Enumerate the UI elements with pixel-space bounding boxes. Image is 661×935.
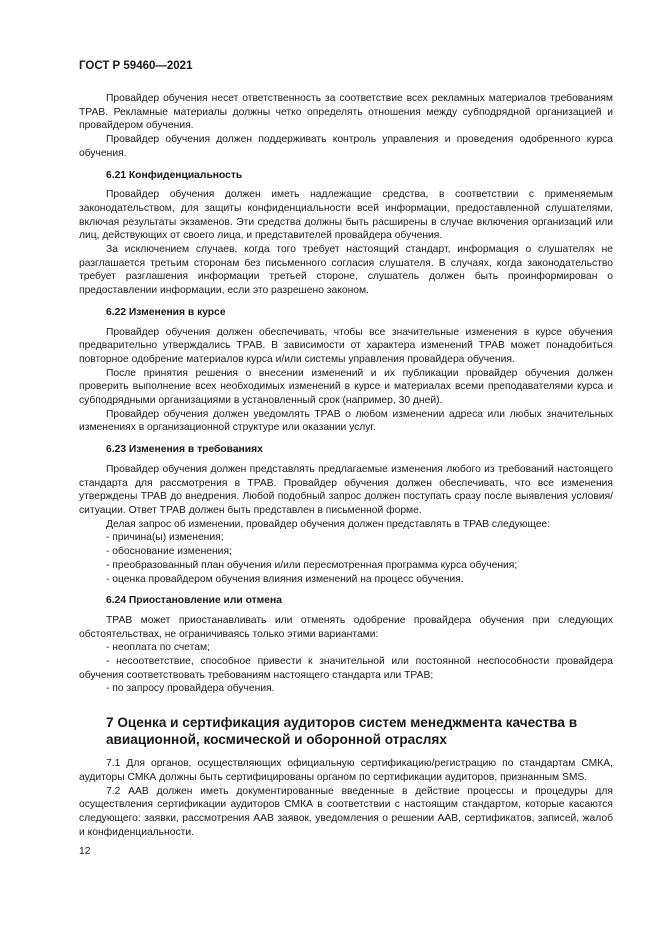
- list-item: - неоплата по счетам;: [106, 642, 210, 654]
- document-header: ГОСТ Р 59460—2021: [79, 60, 193, 72]
- paragraph: После принятия решения о внесении изменений и их публикации провайдер обучения должен проверить выполнение всех необходимых изменений в курсе и материалах всеми преподавателями курса и субподрядными организациями в установленный срок (например, 30 дней).: [79, 367, 613, 407]
- page-number: 12: [79, 846, 91, 857]
- paragraph: 7.2 ААВ должен иметь документированные введенные в действие процессы и процедуры для осуществления сертификации аудиторов СМКА в соответствии с настоящим стандартом, которые касаются следующего: заявки, рассмотрения ААВ заявок, уведомления о решении ААВ, сертификатов, записей, жалоб и конфиденциальности.: [79, 785, 613, 838]
- paragraph: Провайдер обучения должен поддерживать контроль управления и проведения одобренного курса обучения.: [79, 134, 613, 159]
- chapter-heading-7: 7 Оценка и сертификация аудиторов систем менеджмента качества в авиационной, космической и оборонной отраслях: [106, 715, 578, 748]
- paragraph: За исключением случаев, когда того требует настоящий стандарт, информация о слушателях не разглашается третьим сторонам без письменного согласия слушателя. В случаях, когда законодательство требует разглашения информации третьей стороне, слушатель должен быть проинформирован о предоставлении информации, если это разрешено законом.: [79, 244, 613, 297]
- list-item: - причина(ы) изменения;: [106, 532, 224, 544]
- section-heading-6-24: 6.24 Приостановление или отмена: [106, 595, 282, 607]
- section-heading-6-22: 6.22 Изменения в курсе: [106, 306, 226, 318]
- paragraph: Провайдер обучения должен обеспечивать, чтобы все значительные изменения в курсе обучения предварительно утверждались ТРАВ. В зависимости от характера изменений ТРАВ может понадобиться повторное одобрение материалов курса и/или системы управления провайдера обучения.: [79, 326, 613, 365]
- section-heading-6-21: 6.21 Конфиденциальность: [106, 169, 243, 181]
- paragraph: Провайдер обучения должен иметь надлежащие средства, в соответствии с применяемым законодательством, для защиты конфиденциальности всей информации, предоставленной слушателями, включая результаты экзаменов. Эти средства должны быть расширены в случае включения организаций или лиц, действующих от своего лица, и представителей провайдера обучения.: [79, 189, 613, 242]
- list-item: - обоснование изменения;: [106, 546, 232, 558]
- list-item: - оценка провайдером обучения влияния изменений на процесс обучения.: [106, 573, 464, 585]
- section-heading-6-23: 6.23 Изменения в требованиях: [106, 444, 263, 456]
- list-item: - преобразованный план обучения и/или пересмотренная программа курса обучения;: [106, 559, 518, 571]
- paragraph: Провайдер обучения несет ответственность за соответствие всех рекламных материалов требованиям ТРАВ. Рекламные материалы должны четко определять отношения между субподрядной организацией и провайдером обучения.: [79, 93, 613, 132]
- document-body: [79, 92, 613, 839]
- list-item: - несоответствие, способное привести к значительной или постоянной неспособности провайдера обучения соответствовать требованиям настоящего стандарта или ТРАВ;: [79, 656, 613, 681]
- paragraph: Провайдер обучения должен уведомлять ТРАВ о любом изменении адреса или любых значительных изменениях в организационной структуре или оказании услуг.: [79, 408, 613, 434]
- list-item: - по запросу провайдера обучения.: [106, 683, 275, 695]
- paragraph: Делая запрос об изменении, провайдер обучения должен представлять в ТРАВ следующее:: [106, 518, 551, 530]
- paragraph: ТРАВ может приостанавливать или отменять одобрение провайдера обучения при следующих обстоятельствах, не ограничиваясь только этими вариантами:: [79, 614, 613, 640]
- paragraph: Провайдер обучения должен представлять предлагаемые изменения любого из требований настоящего стандарта для рассмотрения в ТРАВ. Провайдер обучения должен обеспечивать, что все изменения утверждены ТРАВ до внедрения. Любой подобный запрос должен поступать сразу после выявления условия/ситуации. Ответ ТРАВ должен быть представлен в письменной форме.: [79, 463, 613, 516]
- paragraph: 7.1 Для органов, осуществляющих официальную сертификацию/регистрацию по стандартам СМКА, аудиторы СМКА должны быть сертифицированы органом по сертификации аудиторов, признанным SMS.: [79, 758, 613, 783]
